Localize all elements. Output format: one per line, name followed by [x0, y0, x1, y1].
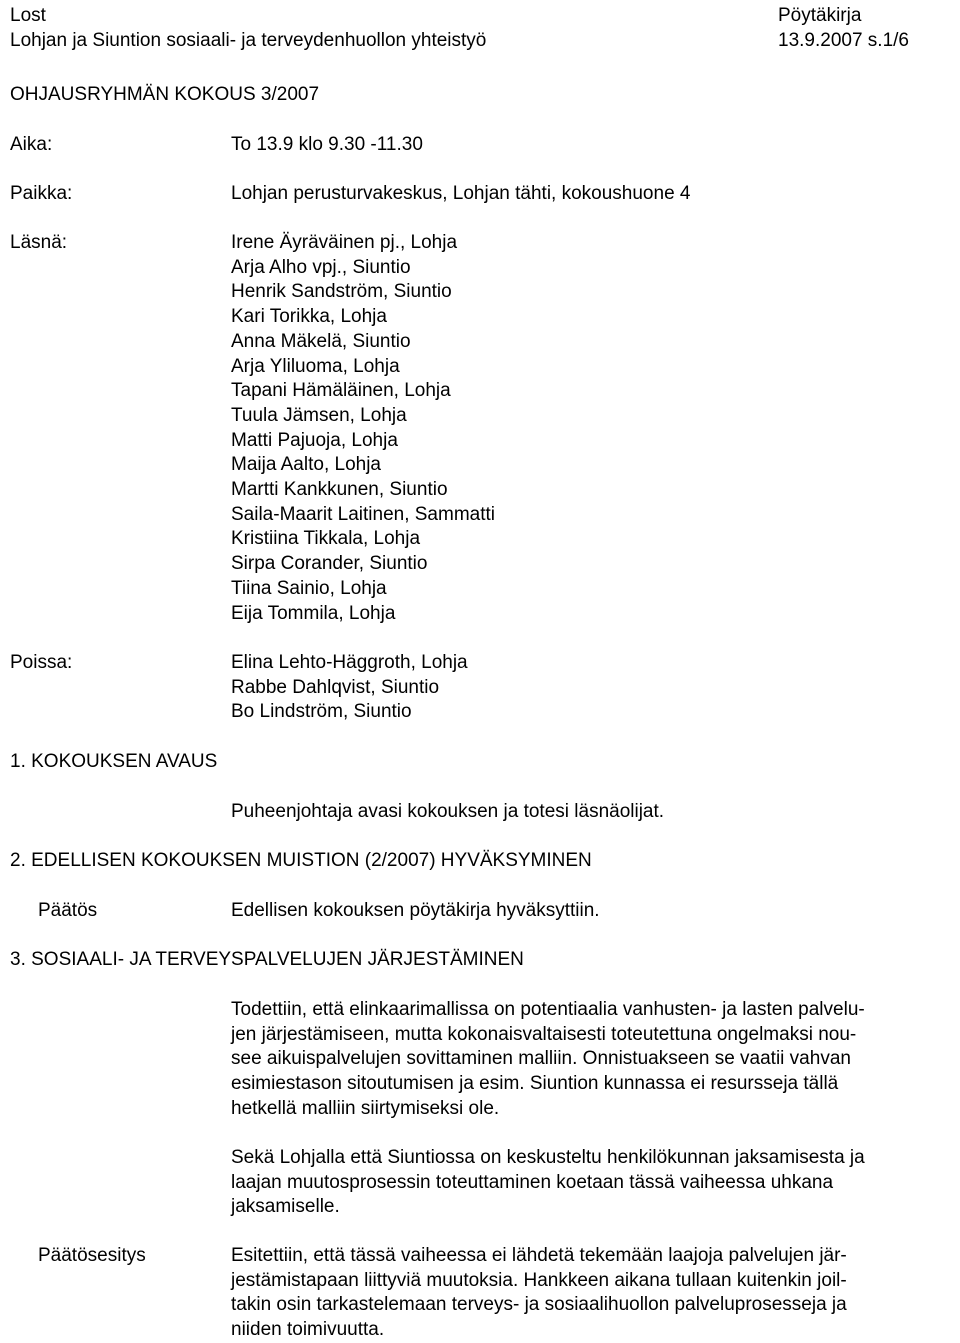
paragraph-line: takin osin tarkastelemaan terveys- ja sosiaalihuollon palveluprosesseja ja	[231, 1294, 847, 1316]
present-name: Maija Aalto, Lohja	[231, 454, 381, 476]
absent-list	[231, 651, 468, 725]
present-name: Sirpa Corander, Siuntio	[231, 553, 428, 575]
section-3-paragraph-1	[231, 998, 865, 1122]
present-name: Kristiina Tikkala, Lohja	[231, 528, 421, 550]
paragraph-line: niiden toimivuutta.	[231, 1319, 385, 1341]
place-label: Paikka:	[10, 183, 73, 204]
present-label: Läsnä:	[10, 232, 68, 253]
present-name: Matti Pajuoja, Lohja	[231, 429, 398, 451]
present-name: Henrik Sandström, Siuntio	[231, 281, 452, 303]
present-list	[231, 231, 495, 626]
paragraph-line: jen järjestämiseen, mutta kokonaisvaltaisesti toteutettuna ongelmaksi nou-	[231, 1023, 857, 1045]
time-label: Aika:	[10, 134, 53, 155]
section-3-paragraph-2	[231, 1146, 865, 1220]
present-name: Tapani Hämäläinen, Lohja	[231, 380, 451, 402]
section-1-heading: 1. KOKOUKSEN AVAUS	[10, 751, 218, 772]
absent-name: Elina Lehto-Häggroth, Lohja	[231, 652, 468, 673]
present-name: Kari Torikka, Lohja	[231, 306, 387, 328]
paragraph-line: Esitettiin, että tässä vaiheessa ei lähdetä tekemään laajoja palvelujen jär-	[231, 1245, 847, 1266]
present-name: Anna Mäkelä, Siuntio	[231, 330, 411, 352]
present-name: Eija Tommila, Lohja	[231, 602, 396, 624]
header-doc-type: Pöytäkirja	[778, 5, 862, 26]
paragraph-line: hetkellä malliin siirtymiseksi ole.	[231, 1097, 500, 1119]
paragraph-line: Sekä Lohjalla että Siuntiossa on keskusteltu henkilökunnan jaksamisesta ja	[231, 1147, 865, 1168]
meeting-title: OHJAUSRYHMÄN KOKOUS 3/2007	[10, 84, 320, 105]
paragraph-line: laajan muutosprosessin toteuttaminen koetaan tässä vaiheessa uhkana	[231, 1171, 834, 1193]
time-value: To 13.9 klo 9.30 -11.30	[231, 134, 423, 155]
place-value: Lohjan perusturvakeskus, Lohjan tähti, kokoushuone 4	[231, 183, 691, 204]
section-2-decision-text: Edellisen kokouksen pöytäkirja hyväksyttiin.	[231, 900, 600, 921]
section-1-text: Puheenjohtaja avasi kokouksen ja totesi läsnäolijat.	[231, 801, 665, 822]
paragraph-line: jestämistapaan liittyviä muutoksia. Hankkeen aikana tullaan kuitenkin joil-	[231, 1269, 847, 1291]
section-2-decision-label: Päätös	[38, 900, 98, 921]
paragraph-line: jaksamiselle.	[231, 1196, 340, 1218]
paragraph-line: see aikuispalvelujen sovittaminen malliin. Onnistuakseen se vaatii vahvan	[231, 1048, 851, 1070]
header-org-name: Lohjan ja Siuntion sosiaali- ja terveydenhuollon yhteistyö	[10, 30, 487, 51]
section-2-heading: 2. EDELLISEN KOKOUKSEN MUISTION (2/2007) HYVÄKSYMINEN	[10, 850, 592, 871]
present-name: Saila-Maarit Laitinen, Sammatti	[231, 503, 495, 525]
paragraph-line: esimiestason sitoutumisen ja esim. Siuntion kunnassa ei resursseja tällä	[231, 1073, 839, 1095]
present-name: Arja Yliluoma, Lohja	[231, 355, 400, 377]
header-date-page: 13.9.2007 s.1/6	[778, 30, 909, 51]
section-3-heading: 3. SOSIAALI- JA TERVEYSPALVELUJEN JÄRJESTÄMINEN	[10, 949, 524, 970]
present-name: Tuula Jämsen, Lohja	[231, 404, 407, 426]
section-3-proposal	[231, 1244, 847, 1343]
section-3-proposal-label: Päätösesitys	[38, 1245, 146, 1266]
absent-name: Bo Lindström, Siuntio	[231, 701, 412, 723]
absent-label: Poissa:	[10, 652, 73, 673]
absent-name: Rabbe Dahlqvist, Siuntio	[231, 676, 440, 698]
present-name: Irene Äyräväinen pj., Lohja	[231, 232, 458, 253]
present-name: Martti Kankkunen, Siuntio	[231, 479, 448, 501]
paragraph-line: Todettiin, että elinkaarimallissa on potentiaalia vanhusten- ja lasten palvelu-	[231, 999, 865, 1020]
header-org-short: Lost	[10, 5, 46, 26]
present-name: Tiina Sainio, Lohja	[231, 577, 387, 599]
present-name: Arja Alho vpj., Siuntio	[231, 256, 411, 278]
